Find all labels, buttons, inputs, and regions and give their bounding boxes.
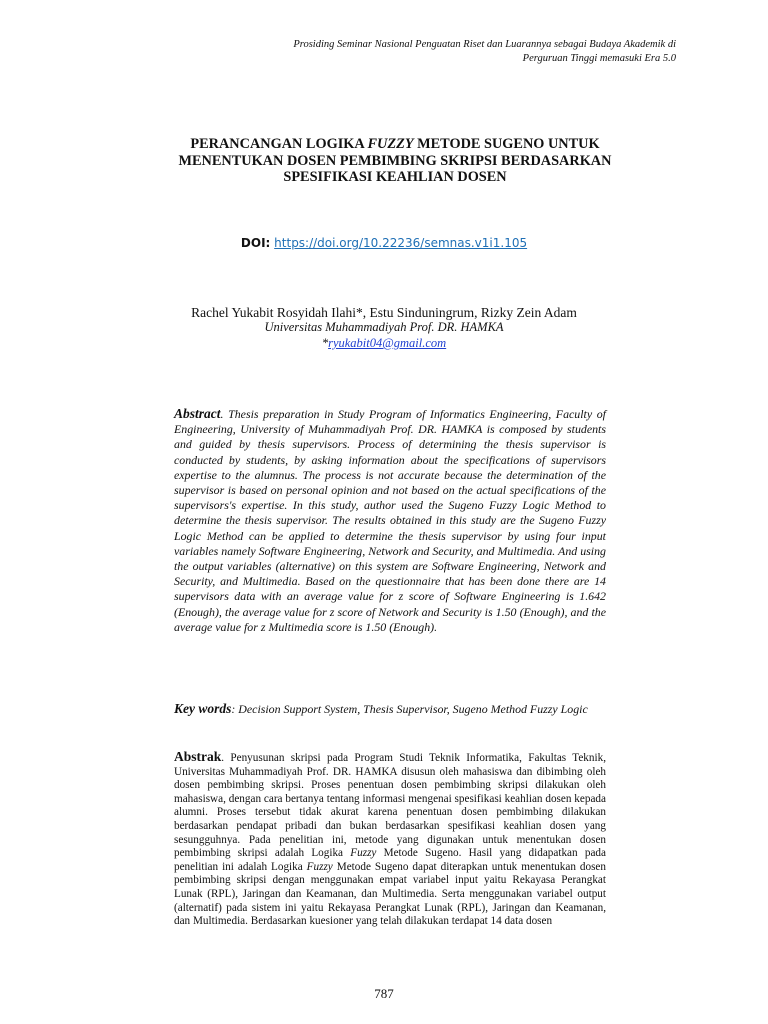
title-fuzzy-word: FUZZY [367, 136, 414, 152]
abstrak-text-3: Metode Sugeno dapat diterapkan untuk menentukan dosen pembimbing skripsi dengan menggunakan empat variabel input yaitu Rekayasa Perangkat Lunak (RPL), Jaringan dan Keamanan, dan Multimedia. Serta menggunakan variabel output (alternatif) pada sistem ini yaitu Rekayasa Perangkat Lunak (RPL), Jaringan dan Keamanan, dan Multimedia. Berdasarkan kuesioner yang telah dilakukan terdapat 14 data dosen [174, 860, 606, 928]
title-part-1: PERANCANGAN LOGIKA [190, 136, 368, 152]
title-part-2: METODE SUGENO UNTUK [413, 136, 600, 152]
abstract-indonesian [174, 750, 606, 929]
title-line-3: SPESIFIKASI KEAHLIAN DOSEN [283, 169, 507, 185]
doi-label: DOI: [240, 236, 271, 250]
abstract-label: Abstract [174, 406, 221, 421]
abstrak-text-2: Metode Sugeno. Hasil yang didapatkan pada penelitian ini adalah Logika [174, 847, 606, 873]
author-names: Rachel Yukabit Rosyidah Ilahi*, Estu Sinduningrum, Rizky Zein Adam [191, 305, 577, 320]
abstrak-fuzzy-1: Fuzzy [350, 847, 377, 860]
keywords [174, 701, 606, 717]
abstrak-text-1: . Penyusunan skripsi pada Program Studi Teknik Informatika, Fakultas Teknik, Universitas Muhammadiyah Prof. DR. HAMKA disusun oleh mahasiswa dan dibimbing oleh dosen pembimbing skripsi. Proses penentuan dosen pembimbing skripsi dilakukan oleh mahasiswa, dengan cara bertanya tentang informasi mengenai spesifikasi keahlian dosen kepada alumni. Proses tersebut tidak akurat karena penentuan dosen pembimbing dilakukan berdasarkan pendapat pribadi dan bukan berdasarkan spesifikasi keahlian dosen yang sesungguhnya. Pada penelitian ini, metode yang digunakan untuk menentukan dosen pembimbing skripsi adalah Logika [174, 752, 606, 860]
author-affiliation: Universitas Muhammadiyah Prof. DR. HAMKA [264, 320, 504, 334]
paper-title [150, 136, 640, 186]
running-header [156, 38, 676, 66]
abstract-english [174, 406, 606, 635]
author-email-line [0, 336, 768, 351]
doi-link[interactable]: https://doi.org/10.22236/semnas.v1i1.105 [274, 236, 528, 250]
keywords-text: : Decision Support System, Thesis Supervisor, Sugeno Method Fuzzy Logic [231, 702, 588, 716]
title-line-1 [150, 136, 640, 153]
keywords-label: Key words [174, 701, 232, 716]
author-email-link[interactable]: ryukabit04@gmail.com [328, 336, 447, 350]
email-prefix: * [321, 336, 329, 350]
page-number: 787 [374, 986, 394, 1001]
abstrak-label: Abstrak [174, 749, 222, 764]
doi-line [0, 236, 768, 250]
header-line-2: Perguruan Tinggi memasuki Era 5.0 [522, 53, 676, 64]
title-line-2: MENENTUKAN DOSEN PEMBIMBING SKRIPSI BERDASARKAN [178, 152, 612, 169]
header-line-1: Prosiding Seminar Nasional Penguatan Riset dan Luarannya sebagai Budaya Akademik di [293, 39, 676, 50]
abstract-text: . Thesis preparation in Study Program of Informatics Engineering, Faculty of Engineering, University of Muhammadiyah Prof. DR. HAMKA is composed by students and guided by thesis supervisors. Process of determining the thesis supervisor is conducted by students, by asking information about the specifications of supervisors expertise to the alumnus. The process is not accurate because the determination of the supervisor is based on personal opinion and not based on the actual specifications of the supervisors's expertise. In this study, author used the Sugeno Fuzzy Logic Method to determine the thesis supervisor. The results obtained in this study are the Sugeno Fuzzy Logic Method can be applied to determine the thesis supervisor by using four input variables namely Software Engineering, Network and Security, and Multimedia. And using the output variables (alternative) on this system are Software Engineering, Network and Security, and Multimedia. Based on the questionnaire that has been done there are 14 supervisors data with an average value for z score of Software Engineering is 1.642 (Enough), the average value for z score of Network and Security is 1.50 (Enough), and the average value for z Multimedia score is 1.50 (Enough). [174, 407, 606, 634]
abstrak-fuzzy-2: Fuzzy [306, 860, 333, 873]
